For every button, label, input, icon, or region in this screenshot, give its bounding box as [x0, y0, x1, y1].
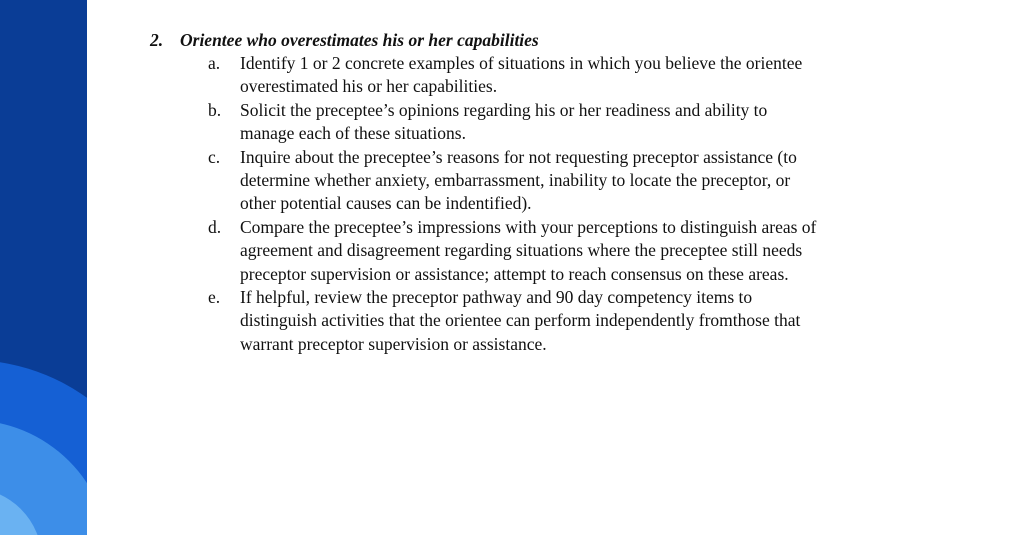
list-item — [150, 146, 970, 216]
list-item-text: determine whether anxiety, embarrassment, inability to locate the preceptor, or — [240, 170, 791, 191]
list-item-text: Identify 1 or 2 concrete examples of situations in which you believe the orientee — [240, 53, 803, 73]
list-item-text: Solicit the preceptee’s opinions regarding his or her readiness and ability to — [240, 99, 768, 120]
list-item-letter: d. — [208, 216, 222, 237]
list-item-text: preceptor supervision or assistance; attempt to reach consensus on these areas. — [240, 263, 789, 284]
list-item — [150, 52, 970, 99]
list-item-letter: e. — [208, 287, 221, 308]
list-item-text: agreement and disagreement regarding situations where the preceptee still needs — [240, 240, 803, 261]
section-title: Orientee who overestimates his or her capabilities — [180, 30, 539, 50]
decorative-side-band — [0, 0, 87, 535]
list-item-letter: a. — [208, 53, 221, 73]
slide-body — [150, 28, 970, 356]
list-item-text: overestimated his or her capabilities. — [240, 76, 498, 97]
section-number: 2. — [150, 30, 164, 50]
list-item-letter: c. — [208, 146, 221, 167]
section-heading — [150, 28, 970, 52]
list-item — [150, 216, 970, 286]
decorative-arcs — [0, 0, 87, 535]
step-list — [150, 52, 970, 356]
list-item-letter: b. — [208, 99, 222, 120]
list-item-text: manage each of these situations. — [240, 123, 466, 144]
list-item-text: If helpful, review the preceptor pathway and 90 day competency items to — [240, 287, 753, 308]
list-item-text: distinguish activities that the orientee can perform independently fromthose that — [240, 310, 801, 331]
list-item — [150, 99, 970, 146]
list-item-text: Compare the preceptee’s impressions with your perceptions to distinguish areas of — [240, 216, 817, 237]
list-item-text: Inquire about the preceptee’s reasons for not requesting preceptor assistance (to — [240, 146, 797, 167]
list-item-text: other potential causes can be indentified). — [240, 193, 532, 214]
list-item-text: warrant preceptor supervision or assistance. — [240, 333, 547, 354]
list-item — [150, 286, 970, 356]
